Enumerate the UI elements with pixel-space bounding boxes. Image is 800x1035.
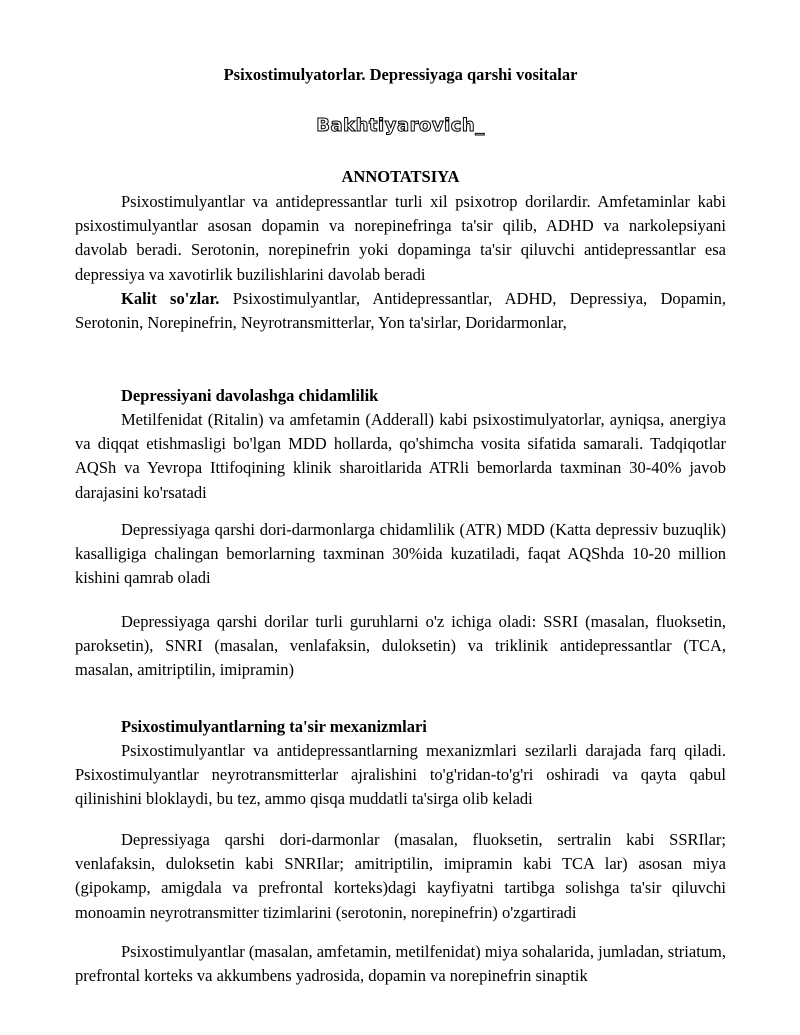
- paragraph: Depressiyaga qarshi dori-darmonlarga chidamlilik (ATR) MDD (Katta depressiv buzuqlik) kasalligiga chalingan bemorlarning taxminan 30%ida kuzatiladi, faqat AQShda 10-20 million kishini qamrab oladi: [75, 520, 726, 588]
- paragraph: Psixostimulyantlar (masalan, amfetamin, metilfenidat) miya sohalarida, jumladan, striatum, prefrontal korteks va akkumbens yadrosida, dopamin va norepinefrin sinaptik: [75, 942, 726, 986]
- author-name: Bakhtiyarovich_: [316, 115, 485, 136]
- section-heading-resistance: Depressiyani davolashga chidamlilik: [121, 386, 379, 405]
- annotation-heading: ANNOTATSIYA: [341, 167, 460, 186]
- paragraph: Depressiyaga qarshi dorilar turli guruhlarni o'z ichiga oladi: SSRI (masalan, fluoksetin, paroksetin), SNRI (masalan, venlafaksin, duloksetin) va triklinik antidepressantlar (TCA, masalan, amitriptilin, imipramin): [75, 612, 726, 680]
- paragraph: Depressiyaga qarshi dori-darmonlar (masalan, fluoksetin, sertralin kabi SSRIlar; venlafaksin, duloksetin kabi SNRIlar; amitriptilin, imipramin kabi TCA lar) asosan miya (gipokamp, amigdala va prefrontal korteks)dagi kayfiyatni tartibga solishga ta'sir qiluvchi monoamin neyrotransmitter tizimlarini (serotonin, norepinefrin) o'zgartiradi: [75, 830, 726, 922]
- keywords-paragraph: [75, 287, 726, 335]
- paragraph: Metilfenidat (Ritalin) va amfetamin (Adderall) kabi psixostimulyatorlar, ayniqsa, anergiya va diqqat etishmasligi bo'lgan MDD hollarda, qo'shimcha vosita sifatida samarali. Tadqiqotlar AQSh va Yevropa Ittifoqining klinik sharoitlarida ATRli bemorlarda taxminan 30-40% javob darajasini ko'rsatadi: [75, 410, 726, 502]
- section-heading-mechanisms: Psixostimulyantlarning ta'sir mexanizmlari: [121, 717, 427, 736]
- paragraph: Psixostimulyantlar va antidepressantlarning mexanizmlari sezilarli darajada farq qiladi. Psixostimulyantlar neyrotransmitterlar ajralishini to'g'ridan-to'g'ri oshiradi va qayta qabul qilinishini bloklaydi, bu tez, ammo qisqa muddatli ta'sirga olib keladi: [75, 741, 726, 809]
- document-title: Psixostimulyatorlar. Depressiyaga qarshi vositalar: [223, 65, 578, 84]
- annotation-paragraph: Psixostimulyantlar va antidepressantlar turli xil psixotrop dorilardir. Amfetaminlar kabi psixostimulyantlar asosan dopamin va norepinefringa ta'sir qilib, ADHD va narkolepsiyani davolab beradi. Serotonin, norepinefrin yoki dopaminga ta'sir qiluvchi antidepressantlar esa depressiya va xavotirlik buzilishlarini davolab beradi: [75, 192, 726, 284]
- keywords-label: Kalit so'zlar.: [121, 289, 220, 308]
- keywords-text: Psixostimulyantlar, Antidepressantlar, ADHD, Depressiya, Dopamin, Serotonin, Norepinefrin, Neyrotransmitterlar, Yon ta'sirlar, Doridarmonlar,: [75, 289, 726, 333]
